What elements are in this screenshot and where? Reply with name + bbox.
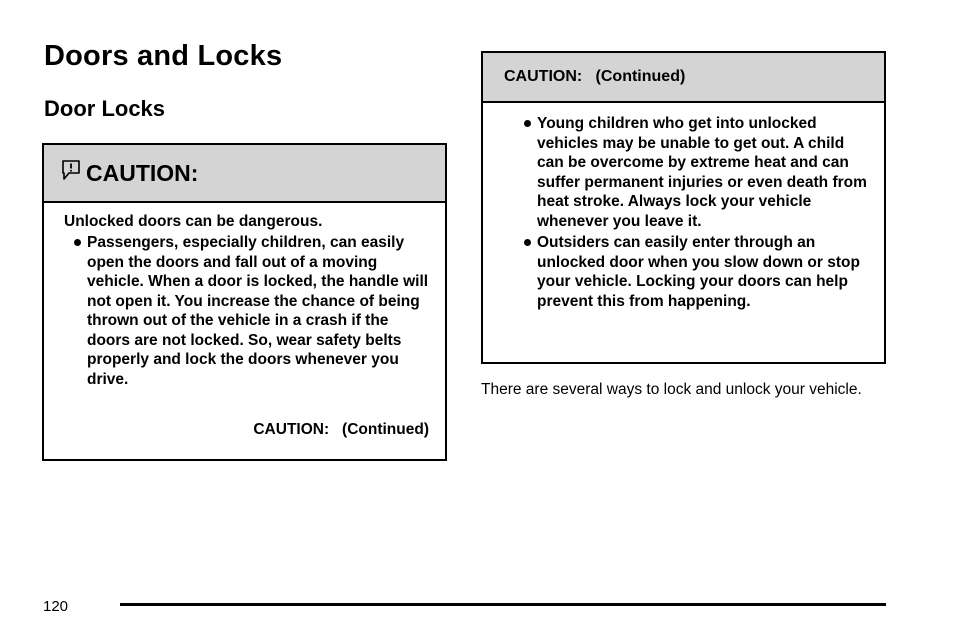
section-heading: Door Locks <box>44 96 166 121</box>
caution-continued-header <box>483 53 884 103</box>
footer-rule <box>120 603 886 606</box>
caution-box <box>42 143 447 461</box>
bullet-dot-icon <box>524 120 531 127</box>
continued-bullet-list <box>514 114 874 311</box>
caution-continued-box <box>481 51 886 364</box>
bullet-dot-icon <box>74 239 81 246</box>
caution-box-header <box>44 145 445 203</box>
caution-bullet-list <box>64 233 434 389</box>
bullet-text: Young children who get into unlocked vehicles may be unable to get out. A child can be overcome by extreme heat and can suffer permanent injuries or even death from heat stroke. Always lock your vehicle whenever you leave it. <box>537 115 867 230</box>
caution-intro: Unlocked doors can be dangerous. <box>64 213 323 230</box>
page-heading: Doors and Locks <box>44 40 283 72</box>
bullet-dot-icon <box>524 239 531 246</box>
continued-bullet <box>514 233 874 311</box>
bullet-text: Passengers, especially children, can easily open the doors and fall out of a moving vehicle. When a door is locked, the handle will not open it. You increase the chance of being thrown out of the vehicle in a crash if the doors are not locked. So, wear safety belts properly and lock the doors whenever you drive. <box>87 234 429 388</box>
caution-continued-label: CAUTION: (Continued) <box>253 421 429 438</box>
continued-bullet <box>514 114 874 231</box>
caution-title: CAUTION: <box>86 159 199 186</box>
page-number: 120 <box>43 598 69 615</box>
warning-symbol-icon <box>60 158 82 182</box>
caution-continued-title: CAUTION: (Continued) <box>504 68 686 85</box>
body-paragraph: There are several ways to lock and unlock your vehicle. <box>481 381 862 398</box>
caution-bullet <box>64 233 434 389</box>
bullet-text: Outsiders can easily enter through an unlocked door when you slow down or stop your vehicle. Locking your doors can help prevent this from happening. <box>537 234 860 310</box>
